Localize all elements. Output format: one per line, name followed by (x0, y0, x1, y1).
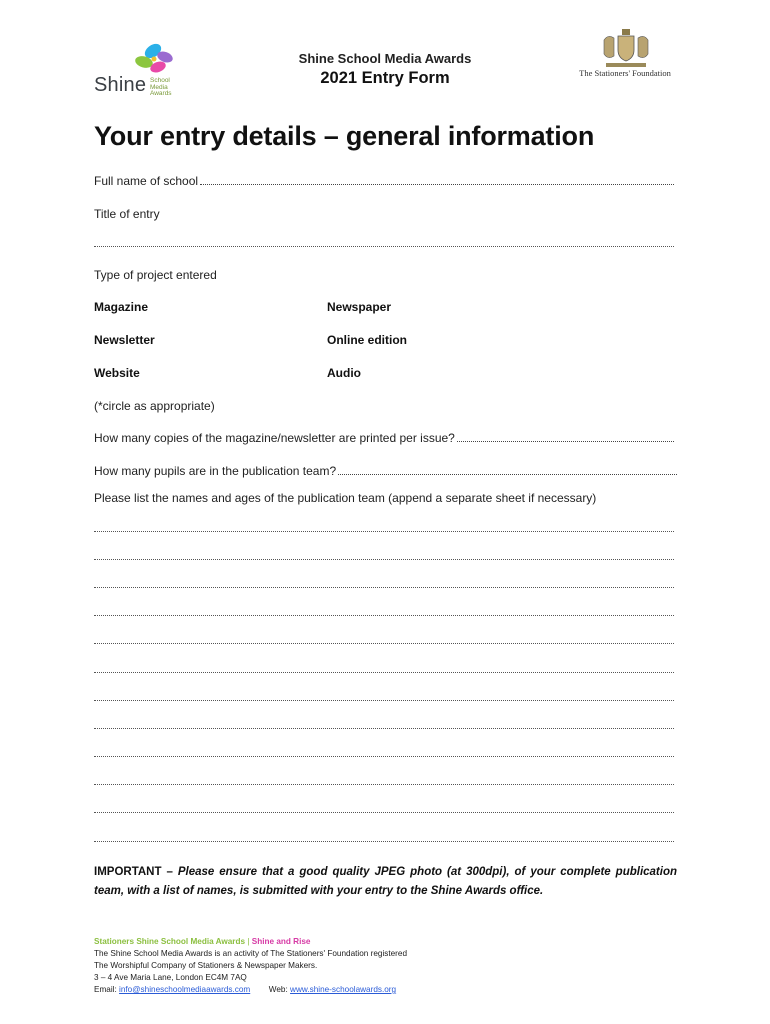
form-title: 2021 Entry Form (320, 69, 450, 87)
web-link[interactable]: www.shine-schoolawards.org (290, 985, 397, 994)
team-list-line-12[interactable] (94, 841, 674, 842)
entry-title-label: Title of entry (94, 207, 160, 221)
important-notice (94, 863, 677, 901)
email-label: Email: (94, 985, 117, 994)
team-list-line-3[interactable] (94, 587, 674, 588)
footer-line-1: The Shine School Media Awards is an activity of The Stationers' Foundation registered (94, 949, 408, 958)
option-magazine[interactable]: Magazine (94, 300, 149, 314)
logo-subtitle: School Media Awards (150, 77, 172, 97)
pupils-field[interactable] (94, 464, 677, 478)
team-list-line-5[interactable] (94, 643, 674, 644)
footer (94, 936, 407, 996)
awards-name: Shine School Media Awards (298, 51, 472, 66)
important-text: Please ensure that a good quality JPEG photo (at 300dpi), of your complete publication team, with a list of names, is submitted with your entry to the Shine Awards office. (94, 866, 678, 897)
page-title: Your entry details – general information (94, 121, 595, 151)
project-type-label: Type of project entered (94, 268, 217, 282)
important-lead: IMPORTANT – (94, 866, 173, 878)
pupils-label: How many pupils are in the publication team? (94, 464, 337, 478)
copies-label: How many copies of the magazine/newsletter are printed per issue? (94, 431, 455, 445)
school-name-line[interactable] (200, 184, 674, 185)
copies-field[interactable] (94, 431, 674, 445)
team-list-line-2[interactable] (94, 559, 674, 560)
circle-note: (*circle as appropriate) (94, 399, 215, 413)
team-list-line-7[interactable] (94, 700, 674, 701)
crest-icon (596, 26, 656, 70)
team-list-line-10[interactable] (94, 784, 674, 785)
logo-wordmark: Shine (94, 74, 147, 96)
web-label: Web: (268, 985, 288, 994)
option-newspaper[interactable]: Newspaper (327, 300, 392, 314)
team-list-line-11[interactable] (94, 812, 674, 813)
footer-tagline: Shine and Rise (251, 937, 311, 946)
option-audio[interactable]: Audio (327, 366, 361, 380)
email-link[interactable]: info@shineschoolmediaawards.com (119, 985, 251, 994)
foundation-label: The Stationers' Foundation (579, 68, 671, 78)
footer-line-2: The Worshipful Company of Stationers & Newspaper Makers. (94, 961, 318, 970)
team-list-line-1[interactable] (94, 531, 674, 532)
team-list-line-4[interactable] (94, 615, 674, 616)
footer-separator: | (247, 937, 250, 946)
school-name-field[interactable] (94, 174, 674, 188)
copies-line[interactable] (457, 441, 674, 442)
team-list-line-6[interactable] (94, 672, 674, 673)
team-list-line-9[interactable] (94, 756, 674, 757)
pupils-line[interactable] (338, 474, 677, 475)
option-newsletter[interactable]: Newsletter (94, 333, 155, 347)
team-list-line-8[interactable] (94, 728, 674, 729)
option-online-edition[interactable]: Online edition (327, 333, 407, 347)
footer-address: 3 – 4 Ave Maria Lane, London EC4M 7AQ (94, 973, 247, 982)
team-list-label: Please list the names and ages of the publication team (append a separate sheet if necessary) (94, 491, 597, 505)
footer-org: Stationers Shine School Media Awards (94, 937, 246, 946)
school-name-label: Full name of school (94, 174, 199, 188)
entry-title-line[interactable] (94, 246, 674, 247)
option-website[interactable]: Website (94, 366, 140, 380)
